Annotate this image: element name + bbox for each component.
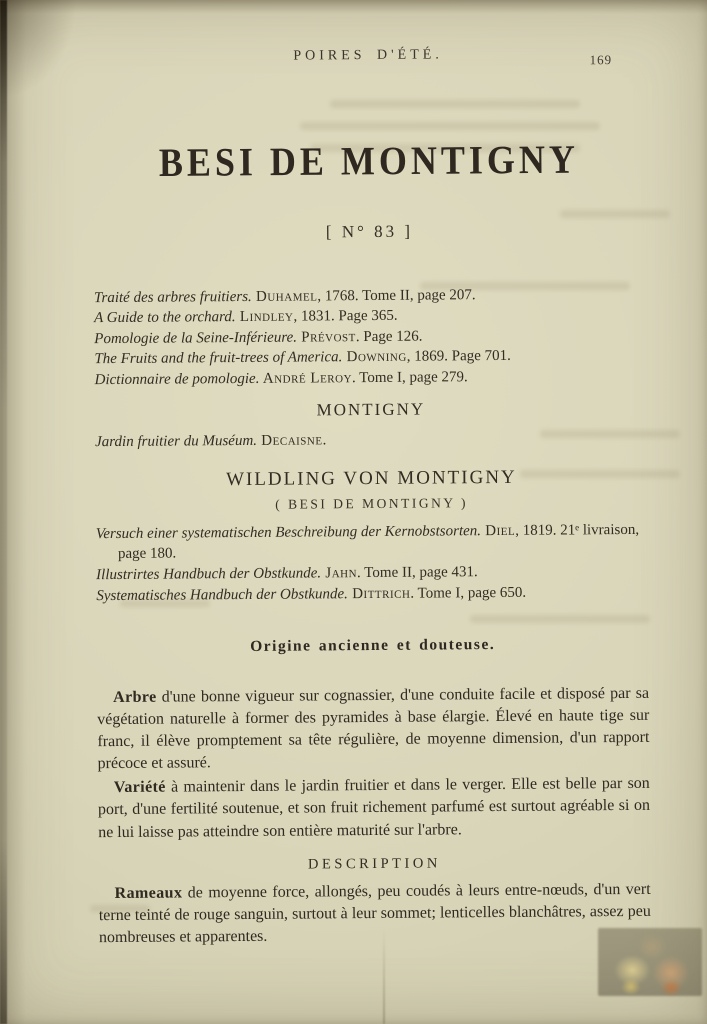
citation-detail: . Page 126.	[355, 328, 423, 345]
page-number: 169	[589, 52, 613, 68]
citation-detail: , 1869. Page 701.	[406, 348, 511, 365]
author-name: Dittrich	[347, 585, 411, 602]
work-title: The Fruits and the fruit-trees of America.	[94, 349, 343, 368]
paragraph-arbre	[97, 683, 650, 776]
work-title: Traité des arbres fruitiers.	[93, 288, 252, 306]
citation-detail: . Tome I, page 279.	[351, 369, 468, 386]
paragraph-text: d'une bonne vigueur sur cognassier, d'une conduite facile et disposé par sa végétation naturelle à former des pyramides à base élargie. Élevé en haute tige sur franc, il élève promptement sa tête régulière, de moyenne dimension, d'un rapport précoce et assuré.	[97, 684, 650, 773]
work-title: Jardin fruitier du Muséum.	[95, 433, 258, 451]
description-heading: DESCRIPTION	[307, 855, 441, 873]
author-name: Lindley	[235, 308, 294, 326]
paragraph-text: de moyenne force, allongés, peu coudés à leurs entre-nœuds, d'un vert terne teinté de rouge sanguin, surtout à leur sommet; lenticelles blanchâtres, assez peu nombreuses et apparentes.	[98, 880, 651, 946]
author-name: Prévost	[296, 328, 356, 346]
work-title: A Guide to the orchard.	[94, 309, 236, 327]
paragraph-lead-word: Arbre	[113, 688, 157, 707]
synonym-subheading: ( BESI DE MONTIGNY )	[275, 495, 468, 512]
page-edge-shadow	[0, 0, 7, 1024]
citation-detail: .	[322, 432, 327, 449]
synonym-heading-montigny: MONTIGNY	[316, 399, 426, 420]
author-name: Diel	[480, 522, 516, 540]
work-title: Dictionnaire de pomologie.	[94, 370, 260, 388]
paragraph-variete	[98, 773, 651, 844]
author-name: Decaisne	[256, 432, 323, 450]
synonym-heading-wildling: WILDLING VON MONTIGNY	[225, 466, 517, 491]
work-title: Illustrirtes Handbuch der Obstkunde.	[96, 565, 322, 584]
author-name: Downing	[342, 348, 407, 366]
variety-number: [ N° 83 ]	[325, 221, 414, 241]
paragraph-rameaux	[99, 878, 652, 949]
origin-heading: Origine ancienne et douteuse.	[250, 636, 496, 656]
bibliography-entry	[95, 366, 647, 391]
page-content	[92, 46, 651, 949]
paragraph-text: à maintenir dans le jardin fruitier et dans le verger. Elle est belle par son port, d'une fertilité soutenue, et son fruit richement parfumé est surtout agréable si on ne lui laisse pas atteindre son entière maturité sur l'arbre.	[97, 775, 651, 841]
work-title: Pomologie de la Seine-Inférieure.	[94, 329, 298, 347]
author-name: Duhamel	[251, 287, 318, 305]
bibliography-entry	[96, 581, 648, 606]
bibliography-list	[94, 283, 647, 390]
work-title: Versuch einer systematischen Beschreibung der Kernobstsorten.	[95, 523, 482, 543]
variety-title: BESI DE MONTIGNY	[158, 136, 580, 185]
citation-detail: , 1768. Tome II, page 207.	[317, 286, 476, 304]
paragraph-lead-word: Variété	[113, 778, 166, 797]
bibliography-entry	[96, 520, 648, 565]
citation-detail: , 1819. 21ᵉ livraison, page 180.	[117, 521, 640, 563]
paragraph-lead-word: Rameaux	[114, 884, 183, 902]
montigny-citation-list	[95, 428, 647, 453]
page-header	[92, 46, 644, 70]
author-name: Jahn	[321, 565, 358, 582]
work-title: Systematisches Handbuch der Obstkunde.	[96, 585, 348, 604]
citation-detail: , 1831. Page 365.	[293, 307, 398, 325]
citation-detail: . Tome II, page 431.	[356, 564, 478, 582]
citation-detail: . Tome I, page 650.	[410, 584, 527, 602]
fruit-photo-bleedthrough-highlight	[605, 976, 697, 1000]
running-head: POIRES D'ÉTÉ.	[293, 47, 443, 64]
wildling-citation-list	[96, 520, 649, 607]
author-name: André Leroy	[259, 369, 353, 387]
bibliography-entry	[95, 428, 647, 453]
